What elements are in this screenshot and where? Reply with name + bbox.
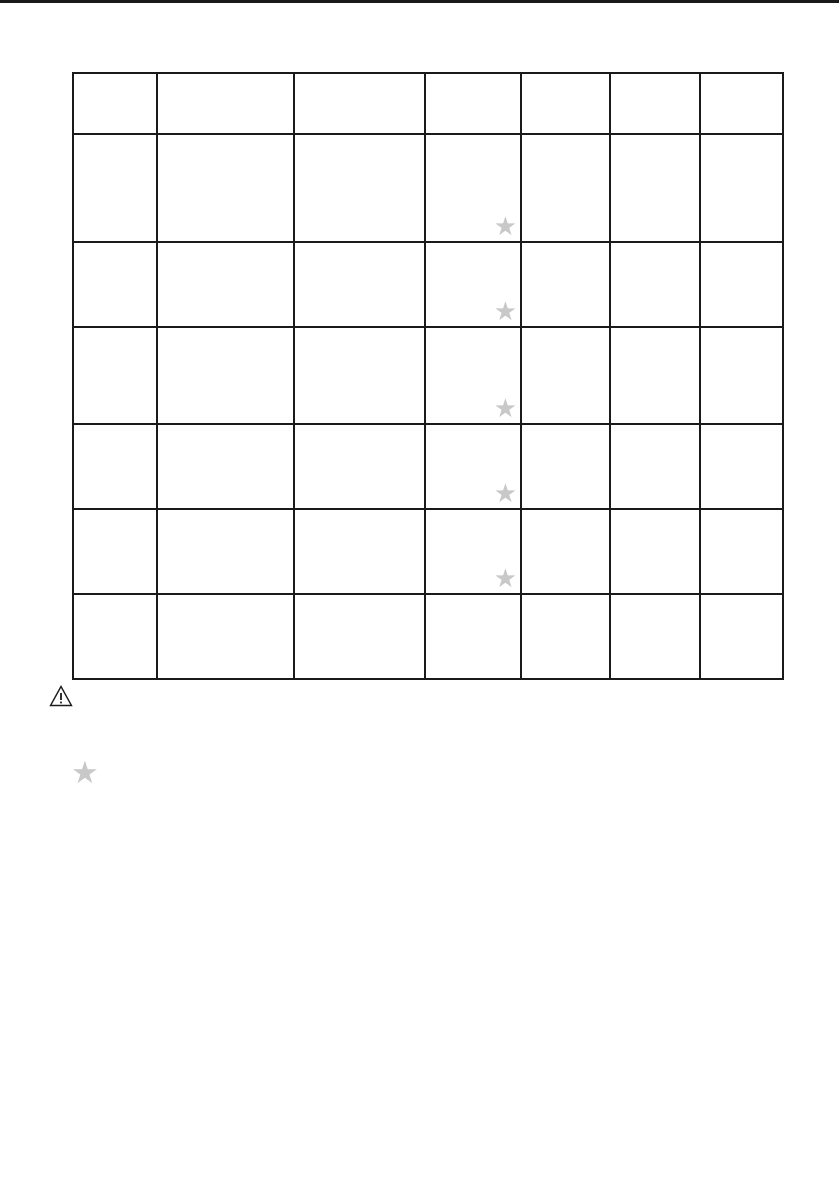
table-cell: [73, 509, 157, 594]
table-cell: [157, 134, 294, 242]
table-cell-starred: [425, 134, 521, 242]
table-cell: [521, 134, 610, 242]
table-cell-starred: [425, 509, 521, 594]
table-cell: [700, 327, 783, 424]
table-cell: [157, 424, 294, 509]
star-icon: ★: [493, 478, 517, 508]
legend-star-icon: ★: [71, 755, 99, 790]
table-cell: [521, 509, 610, 594]
table-cell: [73, 594, 157, 679]
table-cell: [294, 327, 425, 424]
table-cell: [294, 594, 425, 679]
header-cell: [425, 73, 521, 134]
table-cell: [610, 134, 700, 242]
table-cell: [610, 594, 700, 679]
top-rule: [0, 0, 839, 3]
table-cell: [521, 424, 610, 509]
star-icon: ★: [493, 393, 517, 423]
table-row: [73, 327, 783, 424]
table-cell: [521, 594, 610, 679]
data-table: [72, 72, 784, 680]
header-cell: [294, 73, 425, 134]
table-cell-starred: [425, 424, 521, 509]
table-cell: [157, 327, 294, 424]
table-header-row: [73, 73, 783, 134]
table-cell: [73, 424, 157, 509]
star-icon: ★: [493, 563, 517, 593]
table-cell: [157, 242, 294, 327]
table-cell: [610, 242, 700, 327]
header-cell: [700, 73, 783, 134]
table-cell: [294, 134, 425, 242]
table-cell: [700, 242, 783, 327]
warning-triangle-icon: [49, 684, 73, 708]
table-cell-starred: [425, 327, 521, 424]
table-cell: [425, 594, 521, 679]
header-cell: [610, 73, 700, 134]
table-cell: [73, 327, 157, 424]
table-cell: [521, 327, 610, 424]
star-icon: ★: [493, 296, 517, 326]
table-cell: [700, 594, 783, 679]
table-cell: [521, 242, 610, 327]
table-cell: [294, 509, 425, 594]
table-cell: [610, 509, 700, 594]
header-cell: [521, 73, 610, 134]
header-cell: [73, 73, 157, 134]
table-row: [73, 594, 783, 679]
table-row: [73, 134, 783, 242]
table-cell: [73, 242, 157, 327]
table-cell: [157, 594, 294, 679]
table-row: [73, 509, 783, 594]
table-row: [73, 242, 783, 327]
table-cell: [157, 509, 294, 594]
table-cell: [700, 134, 783, 242]
table-row: [73, 424, 783, 509]
table-cell: [73, 134, 157, 242]
star-icon: ★: [493, 211, 517, 241]
header-cell: [157, 73, 294, 134]
table-cell-starred: [425, 242, 521, 327]
table-cell: [294, 424, 425, 509]
table-cell: [700, 509, 783, 594]
table-cell: [610, 424, 700, 509]
table-cell: [700, 424, 783, 509]
table-cell: [294, 242, 425, 327]
table-cell: [610, 327, 700, 424]
